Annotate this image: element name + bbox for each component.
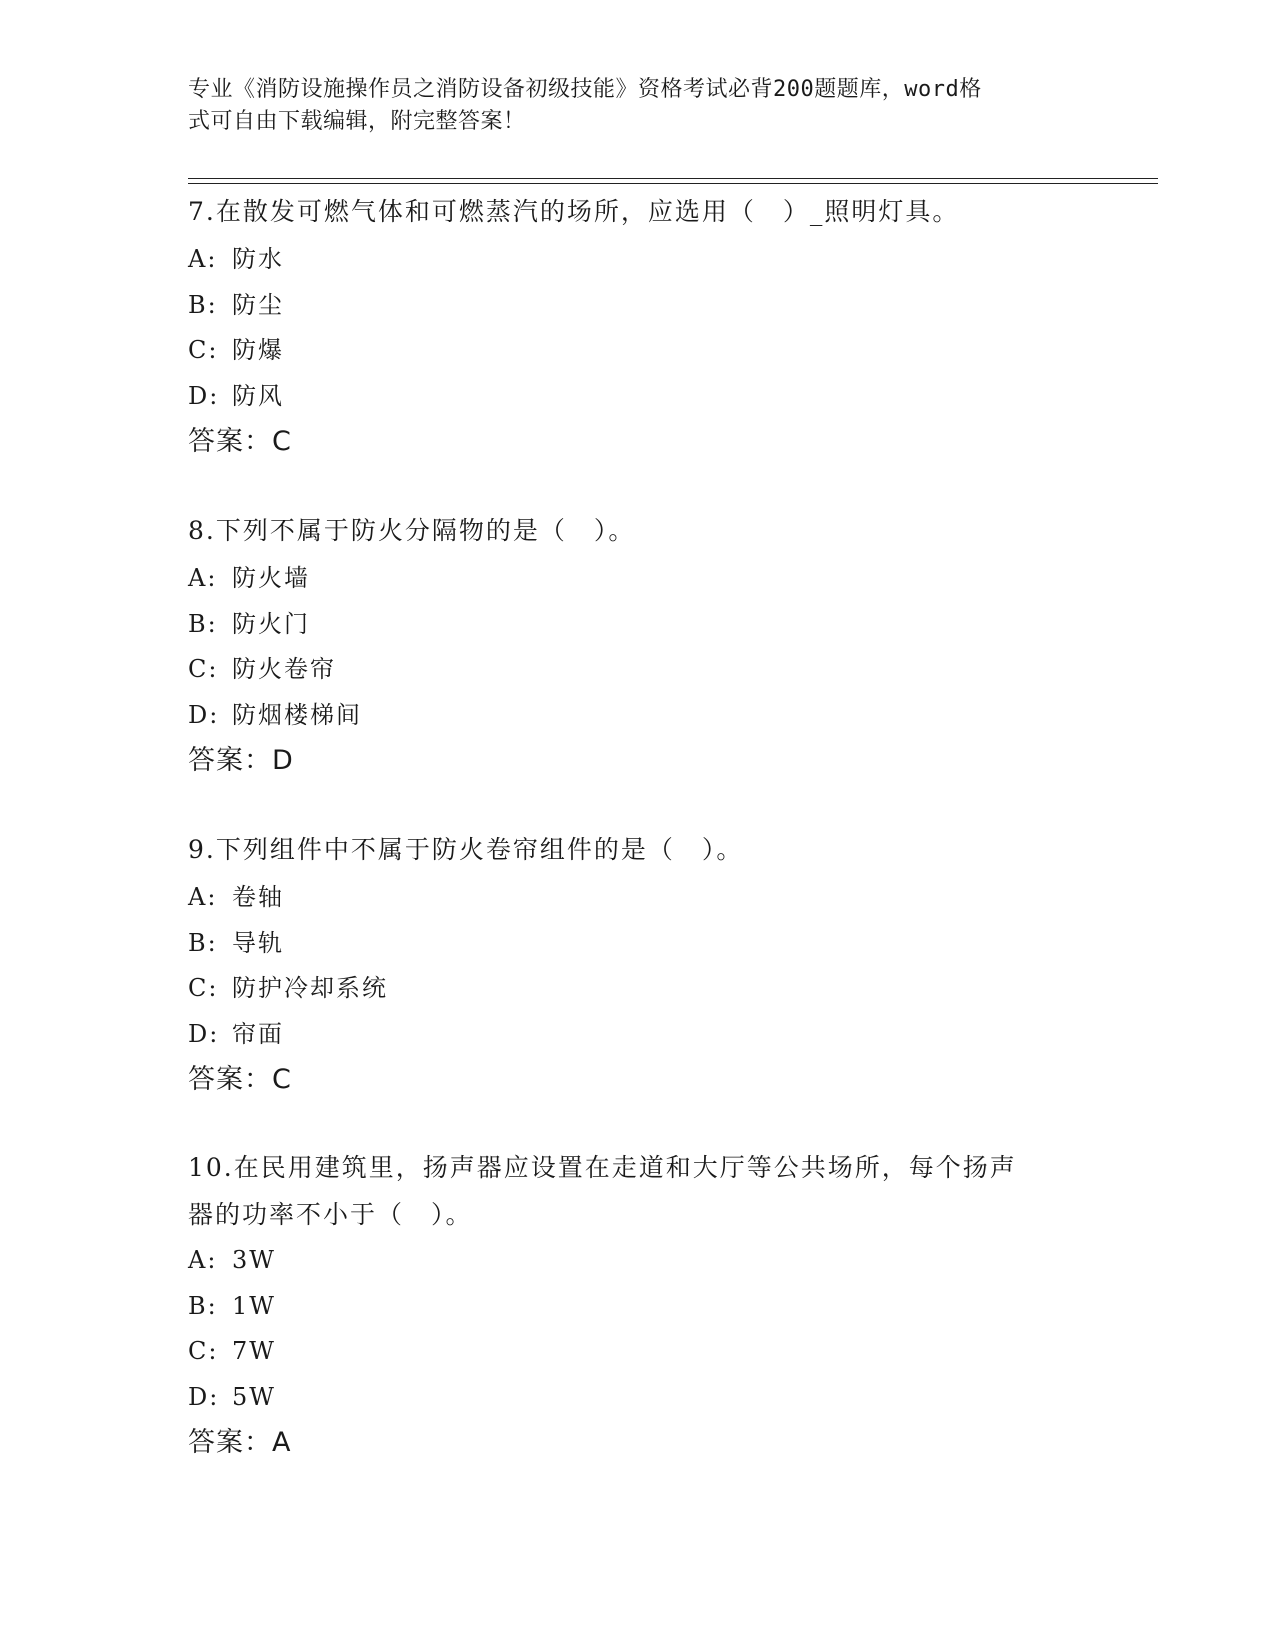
answer-line: 答案：A xyxy=(188,1427,292,1458)
option-d xyxy=(188,693,1088,739)
option-d xyxy=(188,374,1088,420)
option-b xyxy=(188,1284,1088,1330)
option-text: 5W xyxy=(232,1382,276,1411)
answer-line: 答案：C xyxy=(188,426,292,457)
option-c xyxy=(188,647,1088,693)
option-text: 防火墙 xyxy=(232,564,310,592)
option-text: 防爆 xyxy=(232,336,284,364)
answer-line: 答案：D xyxy=(188,745,294,776)
option-text: 导轨 xyxy=(232,928,284,957)
document-header xyxy=(188,74,1068,138)
question-text-line-1: 10.在民用建筑里，扬声器应设置在走道和大厅等公共场所，每个扬声 xyxy=(188,1153,1017,1182)
option-letter: B: xyxy=(188,609,218,638)
option-letter: C: xyxy=(188,974,219,1002)
option-text: 3W xyxy=(232,1246,276,1274)
option-text: 卷轴 xyxy=(232,883,284,911)
option-d xyxy=(188,1012,1088,1058)
option-letter: B: xyxy=(188,290,218,319)
option-letter: C: xyxy=(188,655,219,683)
option-text: 防火卷帘 xyxy=(232,655,336,683)
header-divider-bottom xyxy=(188,183,1158,184)
option-b xyxy=(188,283,1088,329)
option-text: 防风 xyxy=(232,381,284,410)
option-letter: A: xyxy=(188,245,218,273)
option-c xyxy=(188,1329,1088,1375)
option-b xyxy=(188,602,1088,648)
header-line-1: 专业《消防设施操作员之消防设备初级技能》资格考试必背200题题库，word格 xyxy=(188,77,982,102)
option-c xyxy=(188,966,1088,1012)
option-letter: B: xyxy=(188,928,218,957)
option-letter: D: xyxy=(188,1382,220,1411)
question-7 xyxy=(188,187,1088,465)
option-letter: B: xyxy=(188,1291,218,1320)
question-text-line-2: 器的功率不小于（ ）。 xyxy=(188,1200,473,1229)
header-divider-top xyxy=(188,178,1158,179)
option-letter: A: xyxy=(188,564,218,592)
option-text: 防火门 xyxy=(232,609,310,638)
option-letter: A: xyxy=(188,883,218,911)
question-8 xyxy=(188,506,1088,784)
question-text: 8.下列不属于防火分隔物的是（ ）。 xyxy=(188,516,636,545)
answer-line: 答案：C xyxy=(188,1064,292,1095)
option-letter: D: xyxy=(188,1019,220,1048)
option-text: 防护冷却系统 xyxy=(232,974,388,1002)
option-d xyxy=(188,1375,1088,1421)
option-c xyxy=(188,328,1088,374)
option-text: 防水 xyxy=(232,245,284,273)
option-a xyxy=(188,1238,1088,1284)
option-a xyxy=(188,556,1088,602)
option-letter: C: xyxy=(188,1337,219,1365)
question-10 xyxy=(188,1144,1088,1466)
option-text: 防烟楼梯间 xyxy=(232,700,362,729)
option-a xyxy=(188,875,1088,921)
option-a xyxy=(188,237,1088,283)
option-text: 1W xyxy=(232,1291,276,1320)
option-letter: A: xyxy=(188,1246,218,1274)
option-text: 防尘 xyxy=(232,290,284,319)
option-b xyxy=(188,921,1088,967)
question-9 xyxy=(188,825,1088,1103)
option-letter: D: xyxy=(188,700,220,729)
option-text: 帘面 xyxy=(232,1019,284,1048)
question-text: 7.在散发可燃气体和可燃蒸汽的场所，应选用（ ）_照明灯具。 xyxy=(188,197,960,226)
option-letter: D: xyxy=(188,381,220,410)
option-letter: C: xyxy=(188,336,219,364)
question-text: 9.下列组件中不属于防火卷帘组件的是（ ）。 xyxy=(188,835,744,864)
header-line-2: 式可自由下载编辑，附完整答案！ xyxy=(188,109,526,134)
option-text: 7W xyxy=(232,1337,276,1365)
